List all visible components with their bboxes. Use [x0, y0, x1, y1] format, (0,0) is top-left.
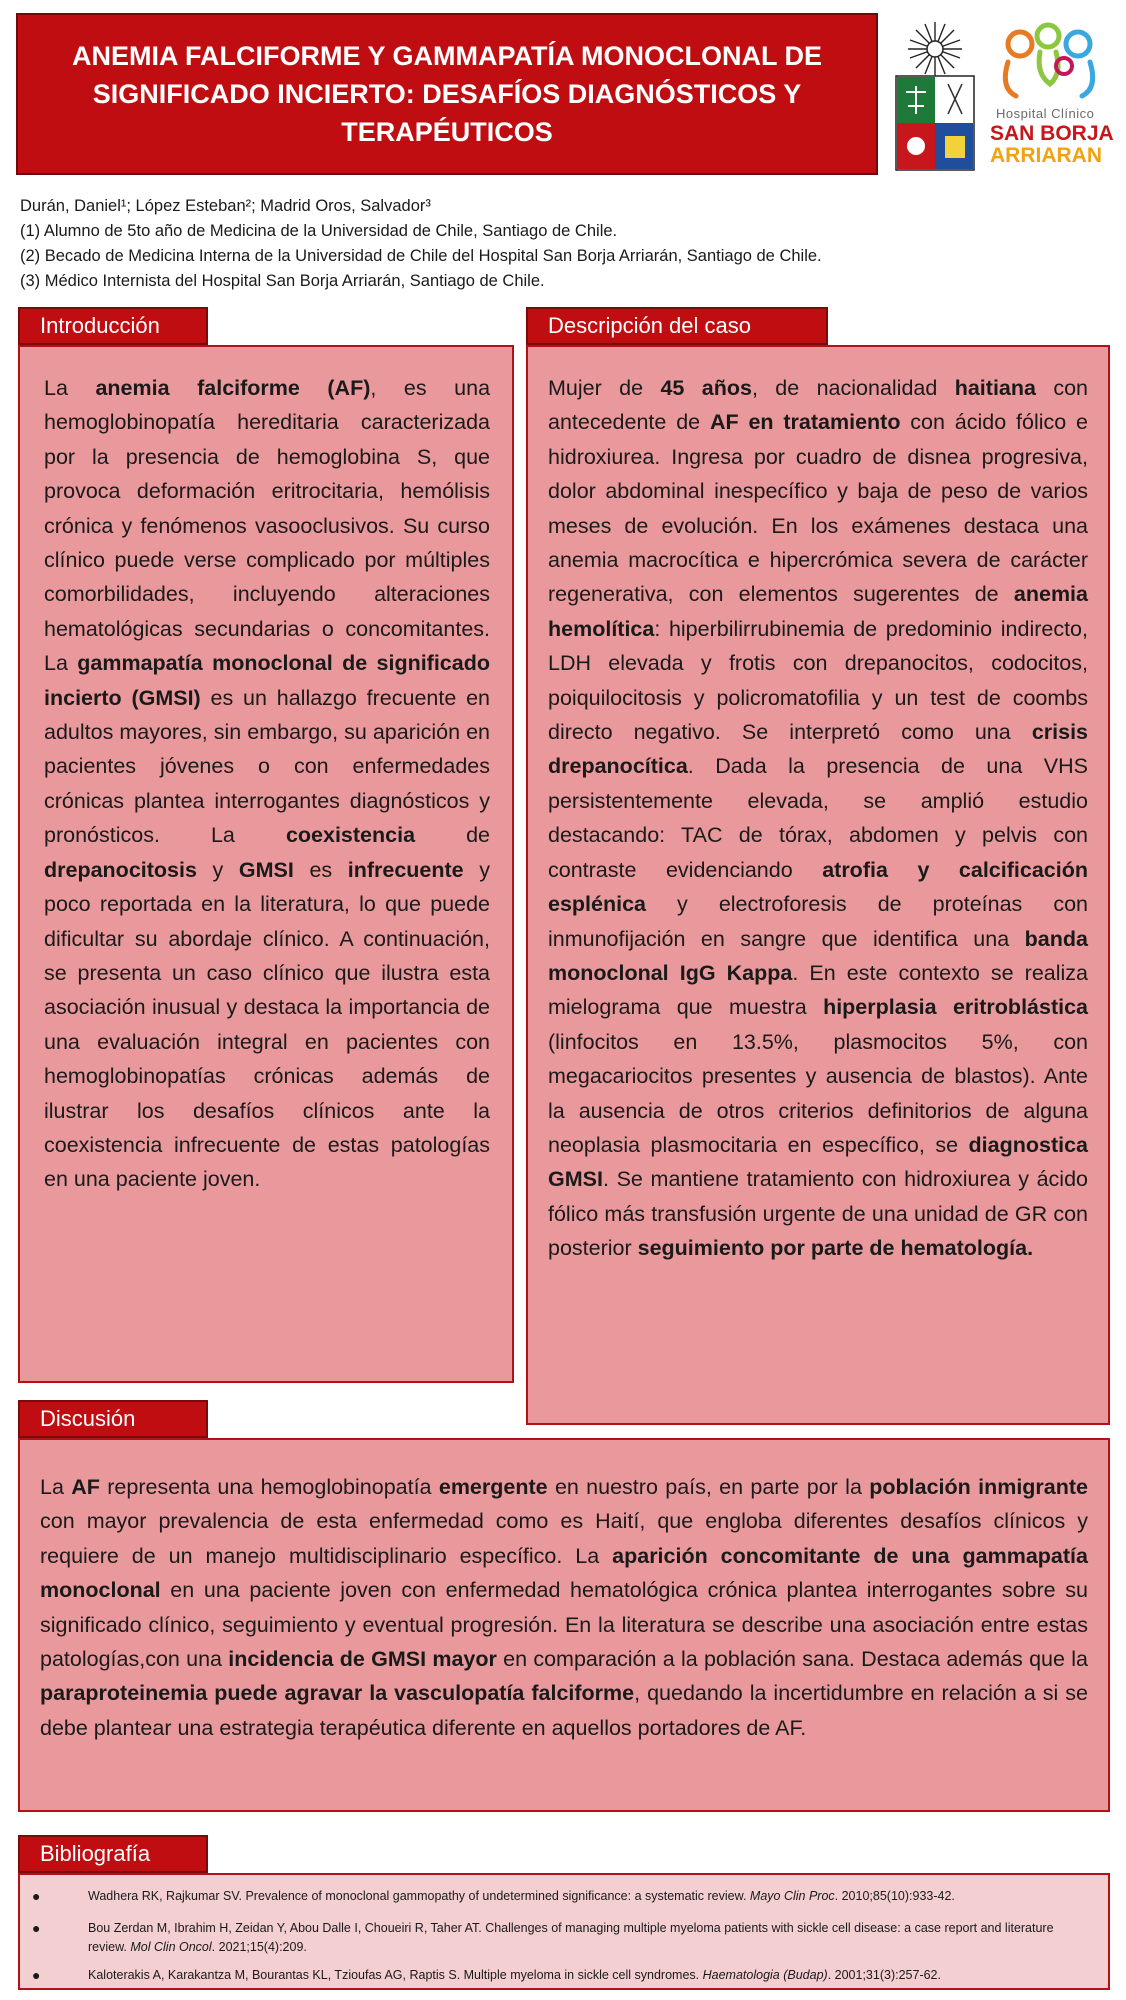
case-panel	[526, 345, 1110, 1425]
case-heading-text: Descripción del caso	[548, 313, 751, 338]
hospital-figures-icon	[990, 22, 1114, 102]
bibliography-list	[20, 1875, 1108, 1988]
discussion-text: La AF representa una hemoglobinopatía emergente en nuestro país, en parte por la población inmigrante con mayor prevalencia de esta enfermedad como es Haití, que engloba diferentes desafíos clínicos y requiere de un manejo multidisciplinario específico. La aparición concomitante de una gammapatía monoclonal en una paciente joven con enfermedad hematológica crónica plantea interrogantes sobre su significado clínico, seguimiento y eventual progresión. En la literatura se describe una asociación entre estas patologías,con una incidencia de GMSI mayor en comparación a la población sana. Destaca además que la paraproteinemia puede agravar la vasculopatía falciforme, quedando la incertidumbre en relación a si se debe plantear una estrategia terapéutica diferente en aquellos portadores de AF.	[40, 1475, 1088, 1740]
bullet-icon: ●	[32, 1967, 41, 1983]
bibliography-panel	[18, 1873, 1110, 1990]
bullet-icon: ●	[32, 1888, 41, 1904]
discussion-heading	[18, 1400, 208, 1438]
affiliation-2: (2) Becado de Medicina Interna de la Universidad de Chile del Hospital San Borja Arriarán, Santiago de Chile.	[20, 247, 822, 265]
discussion-heading-text: Discusión	[40, 1406, 136, 1431]
intro-text: La anemia falciforme (AF), es una hemoglobinopatía hereditaria caracterizada por la presencia de hemoglobina S, que provoca deformación eritrocitaria, hemólisis crónica y fenómenos vasooclusivos. Su curso clínico puede verse complicado por múltiples comorbilidades, incluyendo alteraciones hematológicas secundarias o concomitantes. La gammapatía monoclonal de significado incierto (GMSI) es un hallazgo frecuente en adultos mayores, sin embargo, su aparición en pacientes jóvenes o con enfermedades crónicas plantea interrogantes diagnósticos y pronósticos. La coexistencia de drepanocitosis y GMSI es infrecuente y poco reportada en la literatura, lo que puede dificultar su abordaje clínico. A continuación, se presenta un caso clínico que ilustra esta asociación inusual y destaca la importancia de una evaluación integral en pacientes con hemoglobinopatías crónicas además de ilustrar los desafíos clínicos ante la coexistencia infrecuente de estas patologías en una paciente joven.	[44, 376, 491, 1192]
bibliography-item-text: Kaloterakis A, Karakantza M, Bourantas KL, Tzioufas AG, Raptis S. Multiple myeloma in sickle cell syndromes. Haematologia (Budap). 2001;31(3):257-62.	[88, 1968, 941, 1982]
affiliation-1: (1) Alumno de 5to año de Medicina de la Universidad de Chile, Santiago de Chile.	[20, 222, 618, 240]
hospital-name-line2: SAN BORJA	[990, 122, 1114, 145]
bibliography-heading-text: Bibliografía	[40, 1841, 151, 1866]
intro-heading	[18, 307, 208, 345]
hospital-logo	[990, 22, 1114, 172]
poster-title-text: ANEMIA FALCIFORME Y GAMMAPATÍA MONOCLONAL DE SIGNIFICADO INCIERTO: DESAFÍOS DIAGNÓSTICOS Y TERAPÉUTICOS	[72, 41, 822, 147]
university-logo	[890, 14, 980, 174]
discussion-panel	[18, 1438, 1110, 1812]
case-heading	[526, 307, 828, 345]
case-text: Mujer de 45 años, de nacionalidad haitiana con antecedente de AF en tratamiento con ácido fólico e hidroxiurea. Ingresa por cuadro de disnea progresiva, dolor abdominal inespecífico y baja de peso de varios meses de evolución. En los exámenes destaca una anemia macrocítica e hipercrómica severa de carácter regenerativa, con elementos sugerentes de anemia hemolítica: hiperbilirrubinemia de predominio indirecto, LDH elevada y frotis con drepanocitos, codocitos, poiquilocitosis y policromatofilia y un test de coombs directo negativo. Se interpretó como una crisis drepanocítica. Dada la presencia de una VHS persistentemente elevada, se amplió estudio destacando: TAC de tórax, abdomen y pelvis con contraste evidenciando atrofia y calcificación esplénica y electroforesis de proteínas con inmunofijación en sangre que identifica una banda monoclonal IgG Kappa. En este contexto se realiza mielograma que muestra hiperplasia eritroblástica (linfocitos en 13.5%, plasmocitos 5%, con megacariocitos presentes y ausencia de blastos). Ante la ausencia de otros criterios definitorios de alguna neoplasia plasmocitaria en específico, se diagnostica GMSI. Se mantiene tratamiento con hidroxiurea y ácido fólico más transfusión urgente de una unidad de GR con posterior seguimiento por parte de hematología.	[548, 376, 1089, 1261]
poster-title	[16, 13, 878, 175]
bibliography-item-text: Bou Zerdan M, Ibrahim H, Zeidan Y, Abou Dalle I, Choueiri R, Taher AT. Challenges of managing multiple myeloma patients with sickle cell disease: a case report and literature review. Mol Clin Oncol. 2021;15(4):209.	[88, 1921, 1054, 1954]
hospital-name-line1: Hospital Clínico	[996, 106, 1095, 121]
intro-heading-text: Introducción	[40, 313, 160, 338]
author-names: Durán, Daniel¹; López Esteban²; Madrid Oros, Salvador³	[20, 197, 431, 215]
bullet-icon: ●	[32, 1920, 41, 1936]
affiliation-3: (3) Médico Internista del Hospital San Borja Arriarán, Santiago de Chile.	[20, 272, 545, 290]
intro-panel	[18, 345, 514, 1383]
authors-block	[20, 194, 1020, 294]
bibliography-item-text: Wadhera RK, Rajkumar SV. Prevalence of monoclonal gammopathy of undetermined significance: a systematic review. Mayo Clin Proc. 2010;85(10):933-42.	[88, 1889, 955, 1903]
hospital-name-line3: ARRIARAN	[990, 144, 1102, 167]
bibliography-heading	[18, 1835, 208, 1873]
